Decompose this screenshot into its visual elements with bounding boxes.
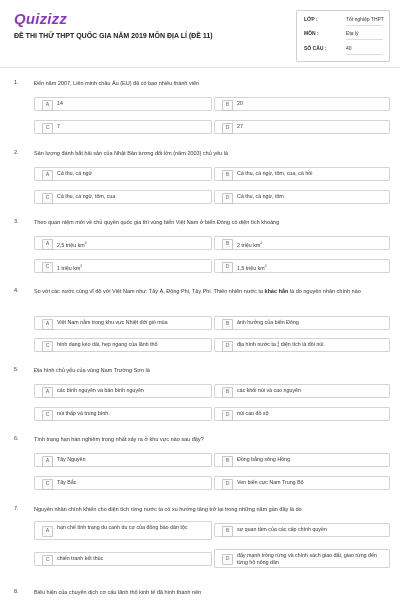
option-letter: C bbox=[42, 341, 53, 352]
option-text: Tây Bắc bbox=[57, 480, 77, 486]
option-text: Cá thu, cá ngừ, tôm, cua, cá hồi bbox=[237, 171, 313, 177]
option-letter: D bbox=[222, 410, 233, 421]
option-d[interactable] bbox=[214, 190, 390, 204]
option-text: Cá thu, cá ngừ, tôm, cua bbox=[57, 194, 116, 200]
meta-key: LỚP : bbox=[304, 17, 318, 23]
option-letter: B bbox=[222, 319, 233, 330]
option-letter: B bbox=[222, 526, 233, 537]
option-c[interactable] bbox=[34, 190, 212, 204]
option-letter: C bbox=[42, 262, 53, 273]
question-text: So với các nước cùng vĩ độ với Việt Nam như: Tây Á, Đông Phi, Tây Phi. Thiên nhiên nước ta khác hẳn là do nguyên nhân chính nào bbox=[34, 289, 361, 295]
option-letter: B bbox=[222, 170, 233, 181]
option-c[interactable] bbox=[34, 120, 212, 134]
option-letter: C bbox=[42, 123, 53, 134]
option-a[interactable] bbox=[34, 521, 212, 540]
option-b[interactable] bbox=[214, 523, 390, 537]
question-text: Địa hình chủ yếu của vùng Nam Trường Sơn là bbox=[34, 368, 150, 374]
option-letter: D bbox=[222, 341, 233, 352]
option-c[interactable] bbox=[34, 259, 212, 273]
option-text: 2 triệu $km^2$ bbox=[237, 241, 263, 249]
option-letter: B bbox=[222, 100, 233, 111]
header-divider bbox=[0, 67, 400, 68]
option-text: Tây Nguyên bbox=[57, 457, 86, 463]
question-number: 7. bbox=[14, 506, 19, 512]
option-text: đẩy mạnh trồng rừng và chính sách giao đất, giao rừng đến từng hộ nông dân bbox=[237, 553, 377, 566]
meta-row-class bbox=[304, 17, 385, 27]
option-letter: B bbox=[222, 239, 233, 250]
question-number: 8. bbox=[14, 589, 19, 595]
option-letter: A bbox=[42, 100, 53, 111]
fraction: 3 4 bbox=[277, 340, 280, 348]
question-text: Theo quan niệm mới về chủ quyền quốc gia thì vùng biển Việt Nam ở biển Đông có diện tích khoảng bbox=[34, 220, 280, 226]
option-text: Cá thu, cá ngừ, tôm bbox=[237, 194, 284, 200]
option-c[interactable] bbox=[34, 407, 212, 421]
option-a[interactable] bbox=[34, 453, 212, 467]
question-number: 6. bbox=[14, 436, 19, 442]
option-a[interactable] bbox=[34, 316, 212, 330]
option-c[interactable] bbox=[34, 552, 212, 566]
option-text: 20 bbox=[237, 101, 243, 107]
worksheet-meta-box bbox=[296, 10, 390, 62]
option-letter: A bbox=[42, 319, 53, 330]
question-text: Đến năm 2007, Liên minh châu Âu (EU) đã có bao nhiêu thành viên bbox=[34, 81, 200, 87]
option-d[interactable] bbox=[214, 549, 390, 568]
question-number: 2. bbox=[14, 150, 19, 156]
option-text: Đồng bằng sông Hồng bbox=[237, 457, 291, 463]
option-text: Ven biển cực Nam Trung Bộ bbox=[237, 480, 304, 486]
option-text: chiến tranh kết thúc bbox=[57, 556, 104, 562]
option-b[interactable] bbox=[214, 236, 390, 250]
option-d[interactable] bbox=[214, 120, 390, 134]
question-text: Nguyên nhân chính khiến cho diện tích rừng nước ta có xu hướng tăng trở lại trong những năm gần đây là do bbox=[34, 507, 302, 513]
option-a[interactable] bbox=[34, 384, 212, 398]
question-number: 1. bbox=[14, 80, 19, 86]
meta-key: SỐ CÂU : bbox=[304, 46, 327, 52]
meta-value: Tốt nghiệp THPT bbox=[346, 17, 384, 23]
question-text: Biểu hiện của chuyển dịch cơ cấu lãnh thổ kinh tế đã hình thành nên bbox=[34, 590, 202, 596]
option-text: núi cao đồ sộ bbox=[237, 411, 269, 417]
option-letter: A bbox=[42, 456, 53, 467]
option-text: 14 bbox=[57, 101, 63, 107]
option-text: các bình nguyên và bán bình nguyên bbox=[57, 388, 144, 394]
meta-key: MÔN : bbox=[304, 31, 319, 37]
meta-row-count bbox=[304, 46, 385, 56]
option-a[interactable] bbox=[34, 97, 212, 111]
option-a[interactable] bbox=[34, 167, 212, 181]
option-text: 1 triệu $km^2$ bbox=[57, 264, 83, 272]
meta-value: Địa lý bbox=[346, 31, 359, 37]
option-letter: A bbox=[42, 170, 53, 181]
option-text: 7 bbox=[57, 124, 60, 130]
option-a[interactable] bbox=[34, 236, 212, 250]
option-letter: D bbox=[222, 123, 233, 134]
option-d[interactable] bbox=[214, 338, 390, 352]
meta-value: 40 bbox=[346, 46, 352, 52]
option-text: hạn chế tình trạng du canh du cư của đồng bào dân tộc bbox=[57, 525, 188, 531]
option-letter: A bbox=[42, 239, 53, 250]
option-text: 27 bbox=[237, 124, 243, 130]
option-letter: C bbox=[42, 410, 53, 421]
option-letter: D bbox=[222, 193, 233, 204]
option-letter: A bbox=[42, 526, 53, 537]
option-c[interactable] bbox=[34, 338, 212, 352]
question-number: 4. bbox=[14, 288, 19, 294]
option-letter: B bbox=[222, 456, 233, 467]
option-letter: B bbox=[222, 387, 233, 398]
option-text: Cá thu, cá ngừ bbox=[57, 171, 93, 177]
option-letter: C bbox=[42, 555, 53, 566]
option-text: 1,5 triệu $km^2$ bbox=[237, 264, 267, 272]
option-letter: A bbox=[42, 387, 53, 398]
option-text: địa hình nước ta 3 4 diện tích là đồi núi. bbox=[237, 340, 325, 348]
question-text: Tình trạng hạn hán nghiêm trọng nhất xảy ra ở khu vực nào sau đây? bbox=[34, 437, 204, 443]
option-text: các khối núi và cao nguyên bbox=[237, 388, 301, 394]
option-b[interactable] bbox=[214, 316, 390, 330]
option-d[interactable] bbox=[214, 259, 390, 273]
emphasis-text: khác hẳn bbox=[264, 289, 289, 295]
option-text: Việt Nam nằm trong khu vực Nhiệt đới gió mùa bbox=[57, 320, 168, 326]
question-text: Sản lượng đánh bắt hải sản của Nhật Bản tương đối lớn (năm 2003) chủ yếu là bbox=[34, 151, 228, 157]
option-letter: D bbox=[222, 479, 233, 490]
option-letter: C bbox=[42, 479, 53, 490]
option-b[interactable] bbox=[214, 97, 390, 111]
option-b[interactable] bbox=[214, 167, 390, 181]
option-b[interactable] bbox=[214, 453, 390, 467]
option-text: sự quan tâm của các cấp chính quyền bbox=[237, 527, 327, 533]
option-b[interactable] bbox=[214, 384, 390, 398]
option-letter: C bbox=[42, 193, 53, 204]
question-number: 5. bbox=[14, 367, 19, 373]
option-letter: D bbox=[222, 262, 233, 273]
option-d[interactable] bbox=[214, 476, 390, 490]
option-text: núi thấp và trung bình. bbox=[57, 411, 110, 417]
option-letter: D bbox=[222, 554, 233, 565]
page-title: ĐỀ THI THỬ THPT QUỐC GIA NĂM 2019 MÔN ĐỊA LÍ (ĐỀ 11) bbox=[14, 33, 213, 40]
meta-row-subject bbox=[304, 31, 385, 41]
option-text: ảnh hưởng của biển Đông bbox=[237, 320, 299, 326]
option-text: 2,5 triệu $km^2$ bbox=[57, 241, 87, 249]
option-c[interactable] bbox=[34, 476, 212, 490]
question-number: 3. bbox=[14, 219, 19, 225]
option-d[interactable] bbox=[214, 407, 390, 421]
quizizz-logo: Quizizz bbox=[14, 11, 68, 28]
option-text: hình dạng kéo dài, hẹp ngang của lãnh thổ bbox=[57, 342, 158, 348]
